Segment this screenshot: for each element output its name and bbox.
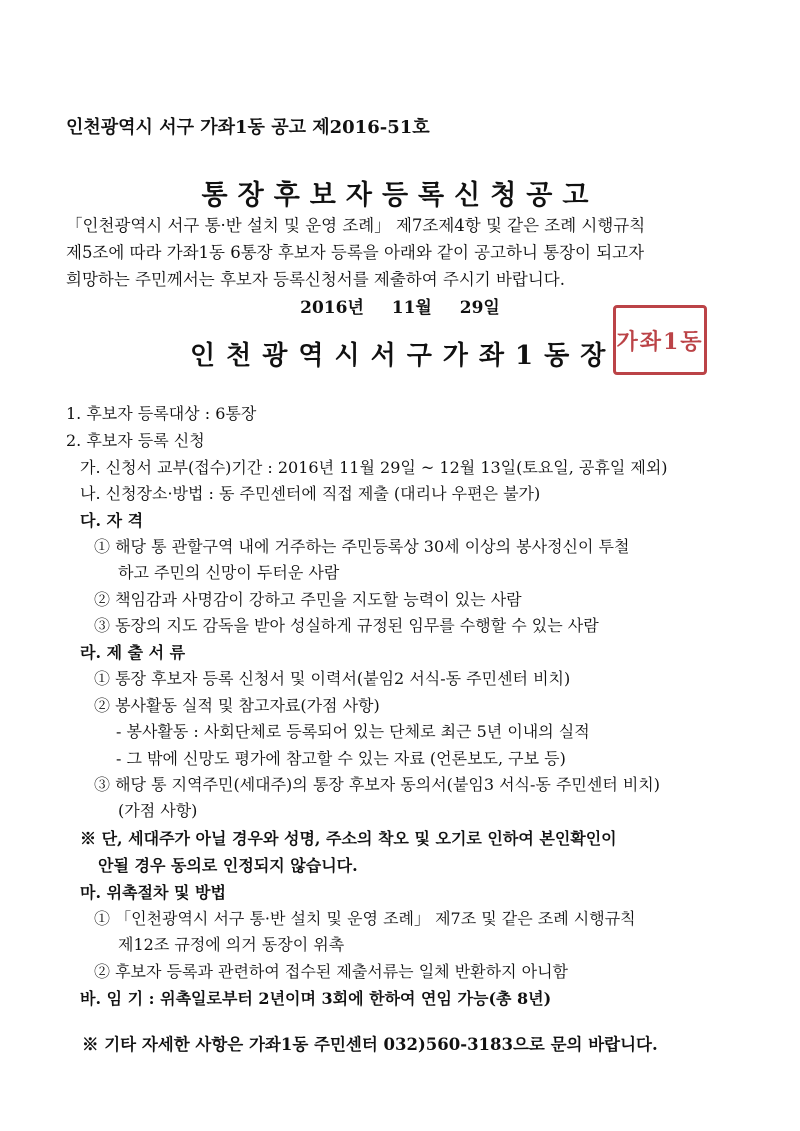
document-subitem: - 봉사활동 : 사회단체로 등록되어 있는 단체로 최근 5년 이내의 실적	[116, 722, 590, 741]
application-period: 가. 신청서 교부(접수)기간 : 2016년 11월 29일 ~ 12월 13일(토요일, 공휴일 제외)	[80, 458, 668, 477]
term-of-office: 바. 임 기 : 위촉일로부터 2년이며 3회에 한하여 연임 가능(총 8년)	[80, 989, 552, 1008]
contact-note: ※ 기타 자세한 사항은 가좌1동 주민센터 032)560-3183으로 문의 바랍니다.	[82, 1035, 658, 1054]
procedure-item: ② 후보자 등록과 관련하여 접수된 제출서류는 일체 반환하지 아니함	[94, 962, 569, 981]
procedure-item-cont: 제12조 규정에 의거 동장이 위촉	[118, 935, 345, 954]
official-seal	[613, 305, 707, 375]
section-1-target: 1. 후보자 등록대상 : 6통장	[66, 404, 257, 423]
qualification-item: ③ 동장의 지도 감독을 받아 성실하게 규정된 임무를 수행할 수 있는 사람	[94, 616, 599, 635]
intro-line: 제5조에 따라 가좌1동 6통장 후보자 등록을 아래와 같이 공고하니 통장이 되고자	[66, 243, 645, 262]
notice-date: 2016년 11월 29일	[300, 298, 500, 318]
document-subitem: - 그 밖에 신망도 평가에 참고할 수 있는 자료 (언론보도, 구보 등)	[116, 749, 566, 768]
qualification-item: ② 책임감과 사명감이 강하고 주민을 지도할 능력이 있는 사람	[94, 590, 522, 609]
notice-number: 인천광역시 서구 가좌1동 공고 제2016-51호	[66, 117, 430, 138]
documents-heading: 라. 제 출 서 류	[80, 643, 186, 662]
seal-text: 가좌1동	[616, 328, 704, 355]
intro-line: 「인천광역시 서구 통·반 설치 및 운영 조례」 제7조제4항 및 같은 조례 시행규칙	[66, 216, 646, 235]
intro-line: 희망하는 주민께서는 후보자 등록신청서를 제출하여 주시기 바랍니다.	[66, 270, 565, 289]
section-2-heading: 2. 후보자 등록 신청	[66, 431, 205, 450]
document-item: ② 봉사활동 실적 및 참고자료(가점 사항)	[94, 696, 380, 715]
document-item: ③ 해당 통 지역주민(세대주)의 통장 후보자 동의서(붙임3 서식-동 주민센터 비치)	[94, 775, 661, 794]
qualification-item: ① 해당 통 관할구역 내에 거주하는 주민등록상 30세 이상의 봉사정신이 투철	[94, 537, 630, 556]
procedure-heading: 마. 위촉절차 및 방법	[80, 883, 226, 902]
notice-title: 통장후보자등록신청공고	[201, 180, 599, 211]
document-item: ① 통장 후보자 등록 신청서 및 이력서(붙임2 서식-동 주민센터 비치)	[94, 669, 571, 688]
qualification-item-cont: 하고 주민의 신망이 두터운 사람	[118, 563, 340, 582]
issuer-name: 인천광역시서구가좌1동장	[190, 341, 617, 371]
application-place: 나. 신청장소·방법 : 동 주민센터에 직접 제출 (대리나 우편은 불가)	[80, 484, 541, 503]
document-item-cont: (가점 사항)	[118, 801, 198, 820]
procedure-item: ① 「인천광역시 서구 통·반 설치 및 운영 조례」 제7조 및 같은 조례 시행규칙	[94, 909, 636, 928]
consent-note-cont: 안될 경우 동의로 인정되지 않습니다.	[98, 856, 358, 875]
qualifications-heading: 다. 자 격	[80, 511, 144, 530]
consent-note: ※ 단, 세대주가 아닐 경우와 성명, 주소의 착오 및 오기로 인하여 본인확인이	[80, 829, 617, 848]
